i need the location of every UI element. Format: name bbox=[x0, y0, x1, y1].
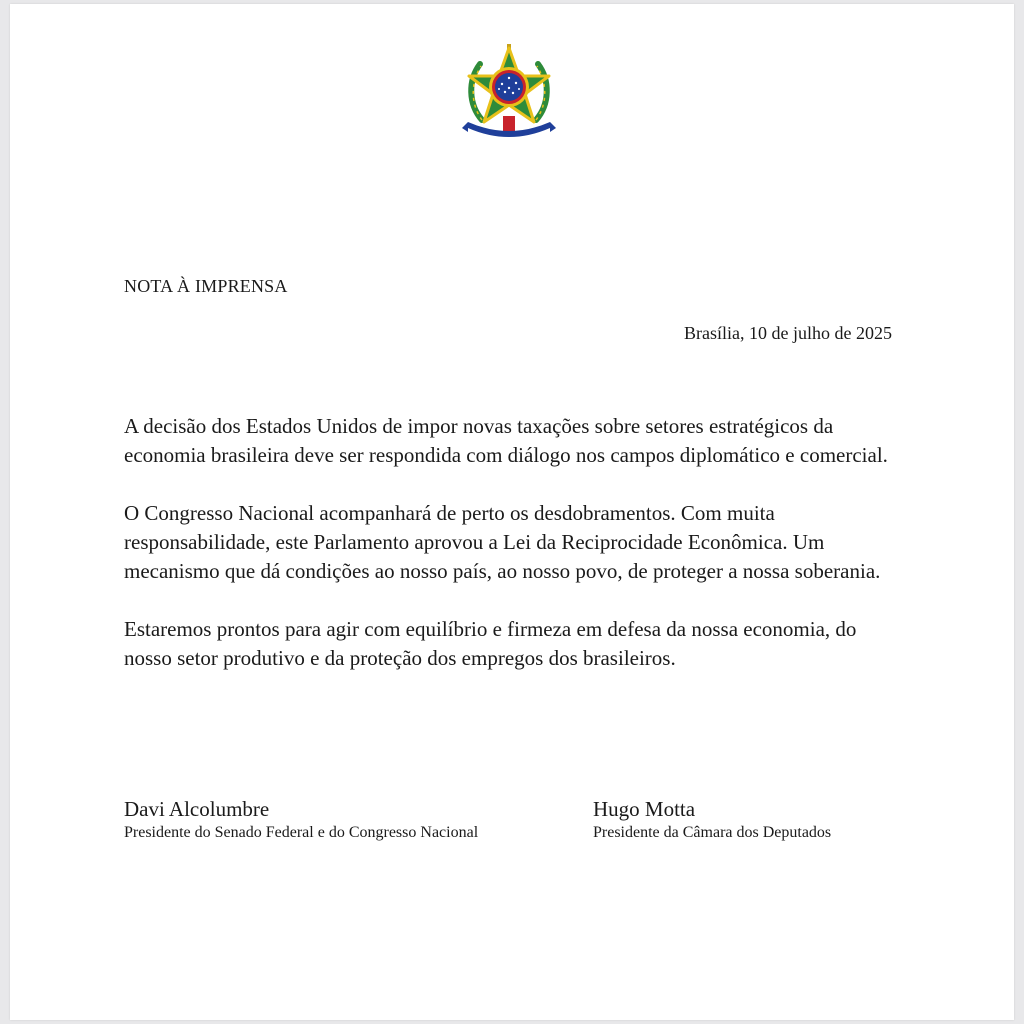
document-page bbox=[10, 4, 1014, 1020]
paragraph: A decisão dos Estados Unidos de impor novas taxações sobre setores estratégicos da economia brasileira deve ser respondida com diálogo nos campos diplomático e comercial. bbox=[124, 414, 888, 467]
signature-block-senate bbox=[124, 796, 478, 844]
document-body bbox=[124, 412, 904, 702]
dateline: Brasília, 10 de julho de 2025 bbox=[684, 323, 892, 343]
page-title: NOTA À IMPRENSA bbox=[124, 276, 288, 296]
signatory-name: Hugo Motta bbox=[593, 797, 696, 821]
signatory-name: Davi Alcolumbre bbox=[124, 797, 270, 821]
signature-block-chamber bbox=[593, 796, 831, 844]
brazil-coat-of-arms-icon bbox=[462, 42, 556, 142]
signatory-role: Presidente da Câmara dos Deputados bbox=[593, 824, 832, 841]
paragraph: Estaremos prontos para agir com equilíbrio e firmeza em defesa da nossa economia, do nosso setor produtivo e da proteção dos empregos dos brasileiros. bbox=[124, 617, 857, 670]
paragraph: O Congresso Nacional acompanhará de perto os desdobramentos. Com muita responsabilidade, este Parlamento aprovou a Lei da Reciprocidade Econômica. Um mecanismo que dá condições ao nosso país, ao nosso povo, de proteger a nossa soberania. bbox=[124, 501, 881, 583]
signatory-role: Presidente do Senado Federal e do Congresso Nacional bbox=[124, 824, 479, 841]
